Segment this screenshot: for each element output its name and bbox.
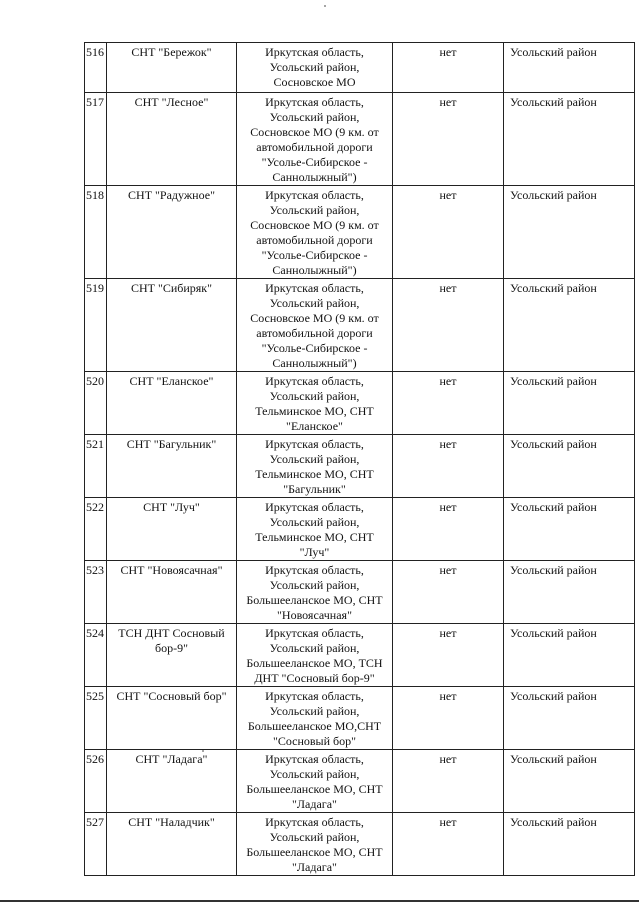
address-line: автомобильной дороги bbox=[256, 140, 373, 154]
address-line: Иркутская область, bbox=[265, 500, 364, 514]
address-line: Сосновское МО (9 км. от bbox=[250, 311, 379, 325]
address-line: Усольский район, bbox=[269, 767, 360, 781]
address-line: Иркутская область, bbox=[265, 95, 364, 109]
address-line: Усольский район, bbox=[269, 515, 360, 529]
address-line: Иркутская область, bbox=[265, 45, 364, 59]
flag-cell: нет bbox=[393, 561, 504, 624]
district-cell: Усольский район bbox=[504, 498, 635, 561]
table-row bbox=[85, 279, 635, 372]
address-cell bbox=[237, 372, 393, 435]
address-cell bbox=[237, 279, 393, 372]
table-row bbox=[85, 372, 635, 435]
district-cell: Усольский район bbox=[504, 687, 635, 750]
district-cell: Усольский район bbox=[504, 813, 635, 876]
organization-name-cell: СНТ "Еланское" bbox=[107, 372, 237, 435]
district-cell: Усольский район bbox=[504, 279, 635, 372]
organization-name-cell: СНТ "Сосновый бор" bbox=[107, 687, 237, 750]
address-line: Сосновское МО (9 км. от bbox=[250, 218, 379, 232]
organization-name-cell: СНТ "Лесное" bbox=[107, 93, 237, 186]
address-line: Усольский район, bbox=[269, 110, 360, 124]
address-line: Иркутская область, bbox=[265, 752, 364, 766]
district-cell: Усольский район bbox=[504, 561, 635, 624]
address-line: "Усолье-Сибирское - bbox=[261, 155, 368, 169]
organization-name-cell: ТСН ДНТ Сосновый бор-9" bbox=[107, 624, 237, 687]
scan-speck bbox=[324, 5, 326, 7]
address-line: Большееланское МО, СНТ bbox=[246, 782, 383, 796]
address-line: Иркутская область, bbox=[265, 689, 364, 703]
row-number-cell: 520 bbox=[85, 372, 107, 435]
address-line: Усольский район, bbox=[269, 641, 360, 655]
address-line: "Усолье-Сибирское - bbox=[261, 248, 368, 262]
address-line: Тельминское МО, СНТ bbox=[255, 404, 374, 418]
row-number-cell: 521 bbox=[85, 435, 107, 498]
address-line: Иркутская область, bbox=[265, 281, 364, 295]
address-line: "Сосновый бор" bbox=[272, 734, 357, 748]
flag-cell: нет bbox=[393, 43, 504, 93]
flag-cell: нет bbox=[393, 750, 504, 813]
flag-cell: нет bbox=[393, 279, 504, 372]
address-line: Усольский район, bbox=[269, 203, 360, 217]
address-line: Усольский район, bbox=[269, 578, 360, 592]
table-row bbox=[85, 93, 635, 186]
address-line: Сосновское МО bbox=[273, 75, 356, 89]
address-line: Тельминское МО, СНТ bbox=[255, 467, 374, 481]
address-cell bbox=[237, 43, 393, 93]
table-row bbox=[85, 435, 635, 498]
address-line: Большееланское МО, СНТ bbox=[246, 593, 383, 607]
flag-cell: нет bbox=[393, 624, 504, 687]
address-line: Иркутская область, bbox=[265, 437, 364, 451]
address-line: автомобильной дороги bbox=[256, 326, 373, 340]
address-cell bbox=[237, 750, 393, 813]
address-cell bbox=[237, 435, 393, 498]
address-line: Усольский район, bbox=[269, 389, 360, 403]
row-number-cell: 522 bbox=[85, 498, 107, 561]
address-line: "Еланское" bbox=[286, 419, 343, 433]
address-line: "Ладага" bbox=[292, 797, 337, 811]
address-line: Усольский район, bbox=[269, 60, 360, 74]
organization-name-cell: СНТ "Ладага" bbox=[107, 750, 237, 813]
address-cell bbox=[237, 813, 393, 876]
address-line: Усольский район, bbox=[269, 704, 360, 718]
district-cell: Усольский район bbox=[504, 435, 635, 498]
address-line: Усольский район, bbox=[269, 452, 360, 466]
table-row bbox=[85, 43, 635, 93]
table-row bbox=[85, 561, 635, 624]
address-cell bbox=[237, 687, 393, 750]
address-line: Саннолыжный") bbox=[272, 170, 357, 184]
address-line: ДНТ "Сосновый бор-9" bbox=[254, 671, 375, 685]
address-line: Большееланское МО, ТСН bbox=[246, 656, 383, 670]
address-line: Иркутская область, bbox=[265, 188, 364, 202]
address-cell bbox=[237, 498, 393, 561]
address-line: Саннолыжный") bbox=[272, 356, 357, 370]
row-number-cell: 517 bbox=[85, 93, 107, 186]
flag-cell: нет bbox=[393, 372, 504, 435]
row-number-cell: 518 bbox=[85, 186, 107, 279]
flag-cell: нет bbox=[393, 186, 504, 279]
row-number-cell: 527 bbox=[85, 813, 107, 876]
row-number-cell: 516 bbox=[85, 43, 107, 93]
address-cell bbox=[237, 561, 393, 624]
address-cell bbox=[237, 624, 393, 687]
address-line: Иркутская область, bbox=[265, 626, 364, 640]
address-cell bbox=[237, 186, 393, 279]
organization-name-cell: СНТ "Радужное" bbox=[107, 186, 237, 279]
address-line: Иркутская область, bbox=[265, 374, 364, 388]
row-number-cell: 519 bbox=[85, 279, 107, 372]
table-row bbox=[85, 813, 635, 876]
row-number-cell: 523 bbox=[85, 561, 107, 624]
district-cell: Усольский район bbox=[504, 186, 635, 279]
row-number-cell: 525 bbox=[85, 687, 107, 750]
address-line: Иркутская область, bbox=[265, 563, 364, 577]
flag-cell: нет bbox=[393, 93, 504, 186]
address-line: "Луч" bbox=[299, 545, 330, 559]
scan-speck bbox=[202, 750, 204, 752]
address-line: "Новоясачная" bbox=[277, 608, 352, 622]
address-line: Сосновское МО (9 км. от bbox=[250, 125, 379, 139]
address-line: автомобильной дороги bbox=[256, 233, 373, 247]
district-cell: Усольский район bbox=[504, 93, 635, 186]
flag-cell: нет bbox=[393, 687, 504, 750]
row-number-cell: 526 bbox=[85, 750, 107, 813]
table-row bbox=[85, 498, 635, 561]
address-cell bbox=[237, 93, 393, 186]
address-line: Усольский район, bbox=[269, 830, 360, 844]
district-cell: Усольский район bbox=[504, 750, 635, 813]
table-row bbox=[85, 624, 635, 687]
flag-cell: нет bbox=[393, 435, 504, 498]
table-row bbox=[85, 186, 635, 279]
address-line: Большееланское МО,СНТ bbox=[247, 719, 382, 733]
address-line: "Усолье-Сибирское - bbox=[261, 341, 368, 355]
organization-name-cell: СНТ "Сибиряк" bbox=[107, 279, 237, 372]
organization-name-cell: СНТ "Новоясачная" bbox=[107, 561, 237, 624]
address-line: Саннолыжный") bbox=[272, 263, 357, 277]
organization-name-cell: СНТ "Луч" bbox=[107, 498, 237, 561]
organization-name-cell: СНТ "Наладчик" bbox=[107, 813, 237, 876]
address-line: Усольский район, bbox=[269, 296, 360, 310]
address-line: Большееланское МО, СНТ bbox=[246, 845, 383, 859]
address-line: "Ладага" bbox=[292, 860, 337, 874]
organization-name-cell: СНТ "Багульник" bbox=[107, 435, 237, 498]
table-row bbox=[85, 687, 635, 750]
table-row bbox=[85, 750, 635, 813]
address-line: Тельминское МО, СНТ bbox=[255, 530, 374, 544]
district-cell: Усольский район bbox=[504, 624, 635, 687]
flag-cell: нет bbox=[393, 813, 504, 876]
address-line: Иркутская область, bbox=[265, 815, 364, 829]
district-cell: Усольский район bbox=[504, 43, 635, 93]
organization-name-cell: СНТ "Бережок" bbox=[107, 43, 237, 93]
registry-table-body bbox=[85, 43, 635, 876]
district-cell: Усольский район bbox=[504, 372, 635, 435]
flag-cell: нет bbox=[393, 498, 504, 561]
page-bottom-edge bbox=[0, 900, 639, 902]
address-line: "Багульник" bbox=[283, 482, 346, 496]
row-number-cell: 524 bbox=[85, 624, 107, 687]
registry-table bbox=[84, 42, 635, 876]
